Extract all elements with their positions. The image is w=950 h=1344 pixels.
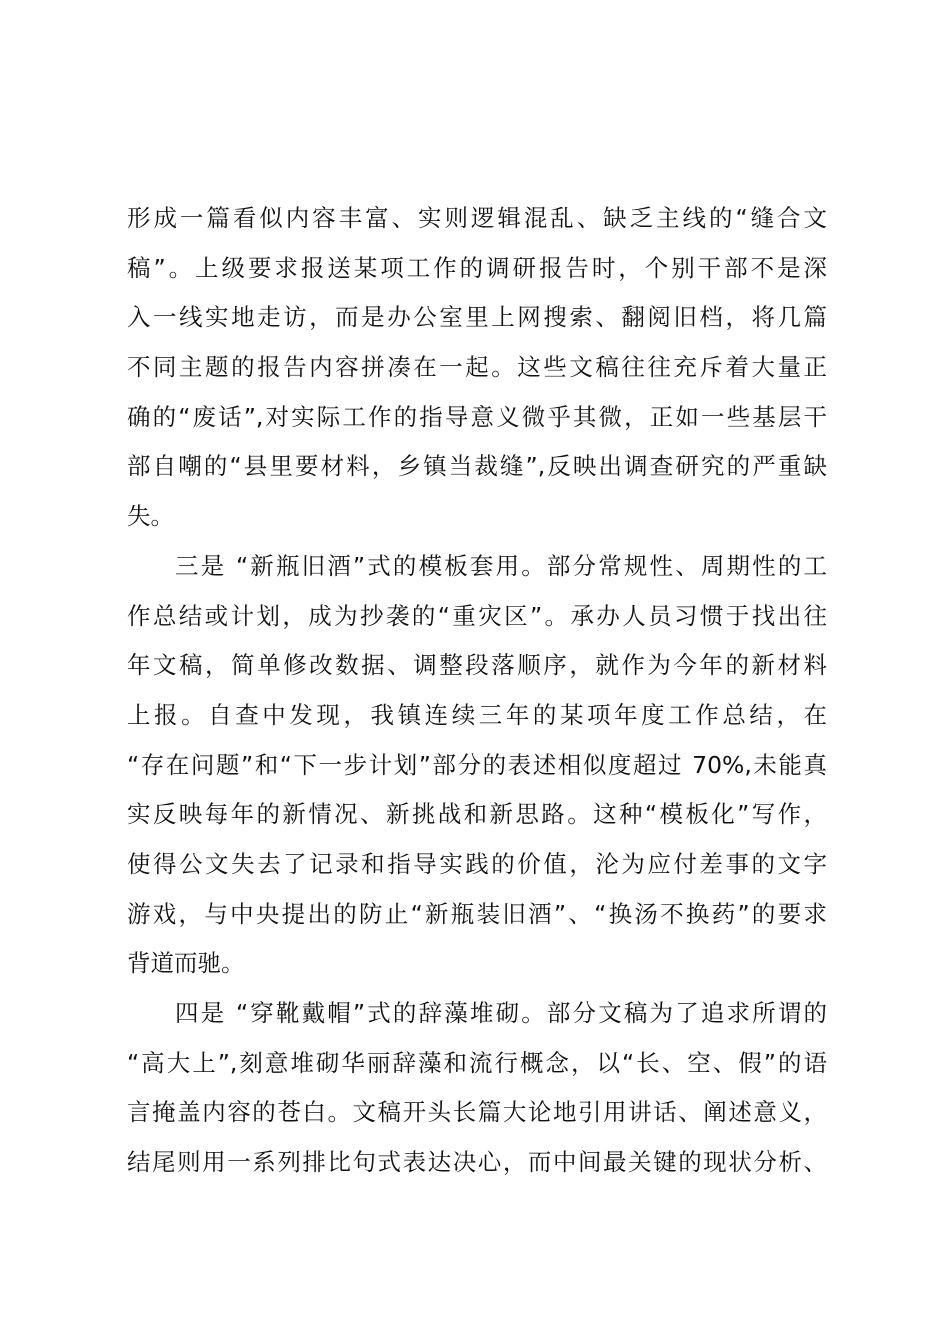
paragraph-first-line: 四是 “穿靴戴帽”式的辞藻堆砌。部分文稿为了追求所谓的 xyxy=(175,999,827,1027)
text-line: 入一线实地走访，而是办公室里上网搜索、翻阅旧档，将几篇 xyxy=(127,303,827,332)
text-line: 稿”。上级要求报送某项工作的调研报告时，个别干部不是深 xyxy=(127,253,827,282)
text-line: 结尾则用一系列排比句式表达决心，而中间最关键的现状分析、 xyxy=(127,1148,827,1177)
text-line: 作总结或计划，成为抄袭的“重灾区”。承办人员习惯于找出往 xyxy=(127,601,827,630)
text-line: 上报。自查中发现，我镇连续三年的某项年度工作总结，在 xyxy=(127,700,827,729)
paragraph-first-line: 三是 “新瓶旧酒”式的模板套用。部分常规性、周期性的工 xyxy=(175,551,827,580)
text-line: 言掩盖内容的苍白。文稿开头长篇大论地引用讲话、阐述意义， xyxy=(127,1098,827,1127)
text-line: 使得公文失去了记录和指导实践的价值，沦为应付差事的文字 xyxy=(127,849,827,878)
text-line: 不同主题的报告内容拼凑在一起。这些文稿往往充斥着大量正 xyxy=(127,353,827,382)
text-line: “高大上”,刻意堆砌华丽辞藻和流行概念，以“长、空、假”的语 xyxy=(127,1048,827,1077)
text-line: 形成一篇看似内容丰富、实则逻辑混乱、缺乏主线的“缝合文 xyxy=(127,204,827,232)
text-line: 失。 xyxy=(127,502,174,531)
document-body xyxy=(127,194,827,1188)
text-line: 实反映每年的新情况、新挑战和新思路。这种“模板化”写作， xyxy=(127,800,827,829)
text-line: “存在问题”和“下一步计划”部分的表述相似度超过 70%,未能真 xyxy=(127,750,827,779)
text-line: 部自嘲的“县里要材料，乡镇当裁缝”,反映出调查研究的严重缺 xyxy=(127,452,827,481)
text-line: 年文稿，简单修改数据、调整段落顺序，就作为今年的新材料 xyxy=(127,651,827,680)
text-line: 确的“废话”,对实际工作的指导意义微乎其微，正如一些基层干 xyxy=(127,402,827,431)
text-line: 背道而驰。 xyxy=(127,949,245,978)
text-line: 游戏，与中央提出的防止“新瓶装旧酒”、“换汤不换药”的要求 xyxy=(127,899,827,928)
